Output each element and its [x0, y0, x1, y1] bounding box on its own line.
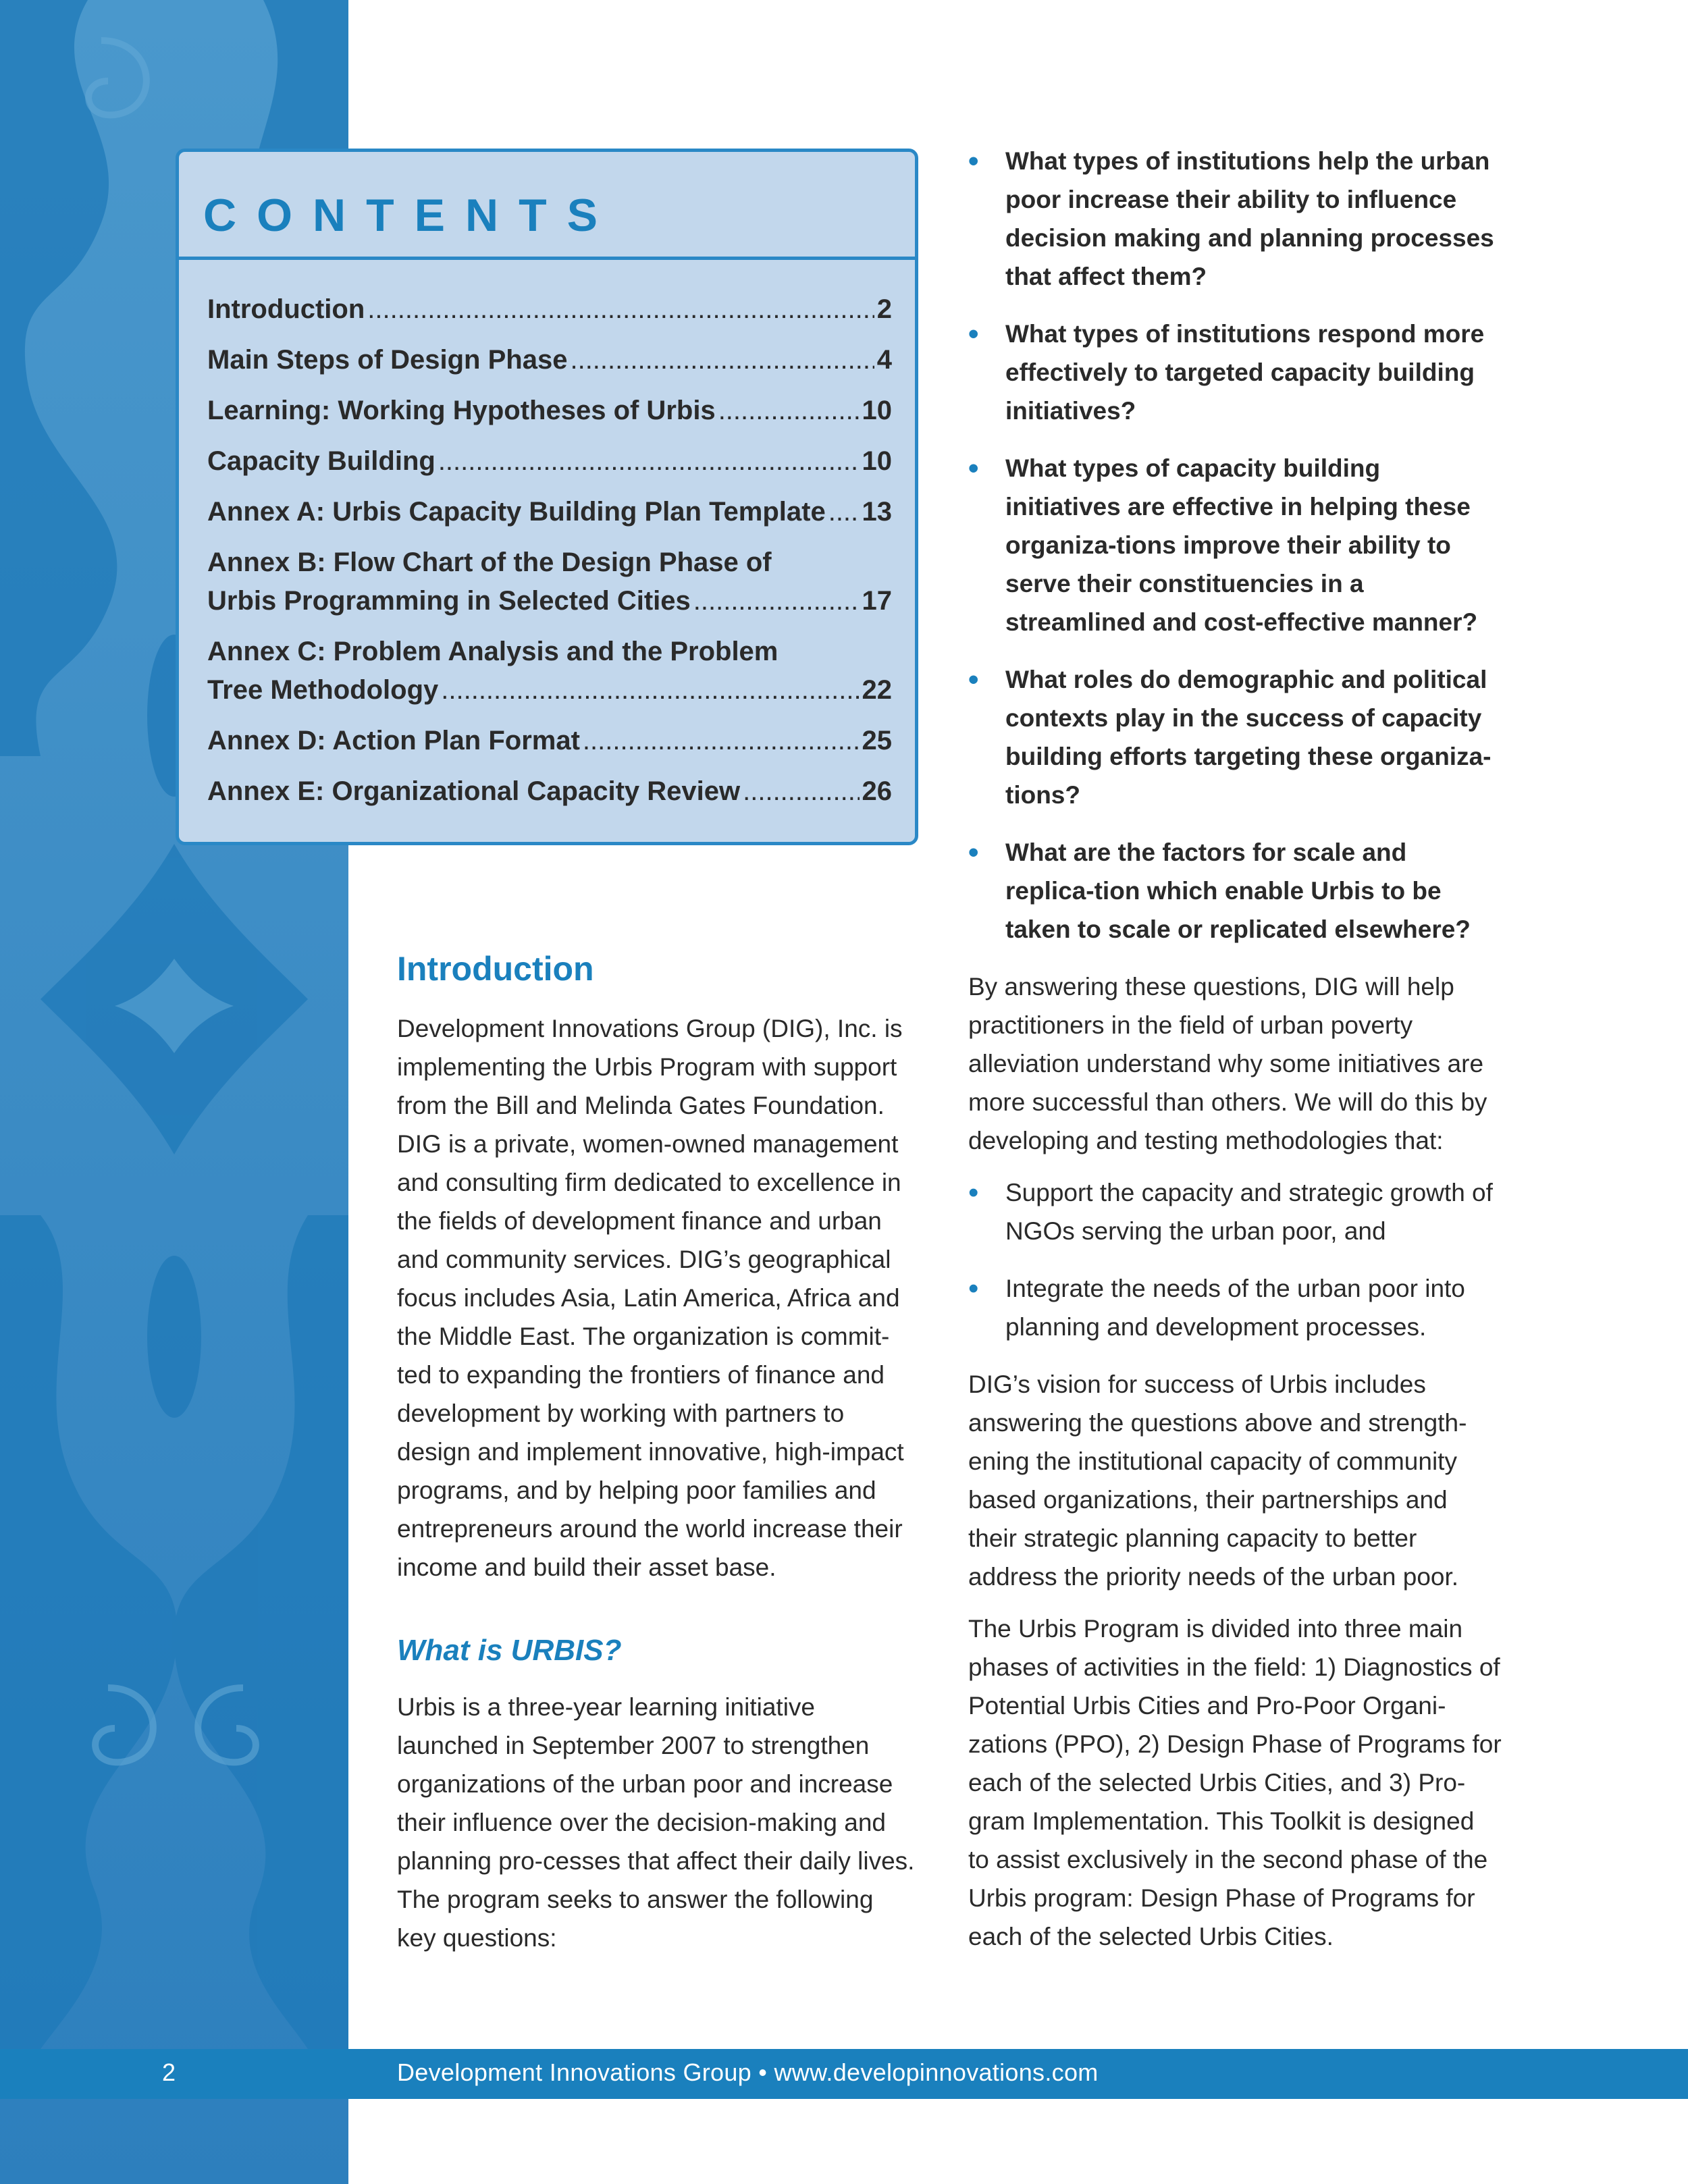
footer-text: Development Innovations Group • www.developinnovations.com: [397, 2058, 1099, 2086]
toc-entry-annex-b[interactable]: [207, 543, 892, 620]
methodology-list: [968, 1173, 1502, 1346]
toc-entry-label: Capacity Building: [207, 446, 436, 476]
toc-entry-page: 2: [876, 294, 892, 324]
toc-entry-page: 4: [876, 345, 892, 375]
toc-entry-annex-d[interactable]: [207, 722, 892, 760]
toc-entry-page: 26: [862, 776, 892, 806]
toc-entry-page: 22: [862, 675, 892, 705]
page-number: 2: [162, 2058, 176, 2086]
list-item: • What roles do demographic and political contexts play in the success of capacity building efforts targeting these organiza-tions?: [968, 660, 1502, 814]
phases-paragraph: The Urbis Program is divided into three main phases of activities in the field: 1) Diagnostics of Potential Urbis Cities and Pro-Poor Organi-zations (PPO), 2) Design Phase of Programs for each of the selected Urbis Cities, and 3) Pro-gram Implementation. This Toolkit is designed to assist exclusively in the second phase of the Urbis program: Design Phase of Programs for each of the selected Urbis Cities.: [968, 1615, 1502, 1950]
list-item: • Support the capacity and strategic growth of NGOs serving the urban poor, and: [968, 1173, 1502, 1250]
bullet-icon: •: [968, 1272, 979, 1305]
toc-entry-label: Main Steps of Design Phase: [207, 345, 568, 375]
toc-entry-label: Introduction: [207, 294, 365, 324]
toc-entry-label: Annex D: Action Plan Format: [207, 726, 580, 755]
contents-title: CONTENTS: [203, 190, 618, 241]
bullet-icon: •: [968, 452, 979, 485]
bullet-icon: •: [968, 836, 979, 869]
list-item: • What types of institutions help the urban poor increase their ability to influence decision making and planning processes that affect them?: [968, 142, 1502, 296]
vision-paragraph: DIG’s vision for success of Urbis includes answering the questions above and strength-ening the institutional capacity of community based organizations, their partnerships and their strategic planning capacity to better address the priority needs of the urban poor.: [968, 1370, 1467, 1591]
toc-entry-label: Tree Methodology: [207, 675, 439, 705]
footer-bar: [0, 2049, 1688, 2099]
toc-entry-page: 17: [862, 586, 892, 616]
toc-entry-label-line1: Annex C: Problem Analysis and the Problem: [207, 637, 779, 666]
toc-entry-annex-c[interactable]: [207, 633, 892, 710]
toc-entry-annex-a[interactable]: [207, 493, 892, 531]
toc-entry-page: 10: [862, 446, 892, 476]
list-item: • What are the factors for scale and replica-tion which enable Urbis to be taken to scale or replicated elsewhere?: [968, 833, 1502, 949]
toc-entry-label-line1: Annex B: Flow Chart of the Design Phase of: [207, 548, 772, 577]
left-column: [397, 942, 917, 1957]
right-column: [968, 142, 1502, 1956]
bullet-icon: •: [968, 317, 979, 350]
introduction-paragraph: Development Innovations Group (DIG), Inc. is implementing the Urbis Program with support from the Bill and Melinda Gates Foundation. DIG is a private, women-owned management and consulting firm dedicated to excellence in the fields of development finance and urban and community services. DIG’s geographical focus includes Asia, Latin America, Africa and the Middle East. The organization is commit-ted to expanding the frontiers of finance and development by working with partners to design and implement innovative, high-impact programs, and by helping poor families and entrepreneurs around the world increase their income and build their asset base.: [397, 1015, 904, 1581]
answering-paragraph: By answering these questions, DIG will help practitioners in the field of urban poverty alleviation understand why some initiatives are more successful than others. We will do this by developing and testing methodologies that:: [968, 973, 1487, 1154]
contents-box: [176, 149, 918, 845]
contents-divider: [179, 257, 915, 260]
bullet-icon: •: [968, 1176, 979, 1209]
toc-entry-label: Annex E: Organizational Capacity Review: [207, 776, 741, 806]
toc-entry-page: 10: [862, 396, 892, 425]
toc-entry-annex-e[interactable]: [207, 772, 892, 811]
toc-entry-page: 13: [862, 497, 892, 527]
toc-entry-main-steps[interactable]: [207, 341, 892, 379]
list-item: • What types of institutions respond more effectively to targeted capacity building initiatives?: [968, 315, 1502, 430]
bullet-icon: •: [968, 663, 979, 696]
toc-entry-label: Annex A: Urbis Capacity Building Plan Template: [207, 497, 826, 527]
urbis-paragraph: Urbis is a three-year learning initiative launched in September 2007 to strengthen organizations of the urban poor and increase their influence over the decision-making and planning pro-cesses that affect their daily lives. The program seeks to answer the following key questions:: [397, 1693, 915, 1952]
toc-entry-learning[interactable]: [207, 392, 892, 430]
contents-list: [207, 290, 892, 823]
what-is-urbis-heading: What is URBIS?: [397, 1634, 622, 1667]
introduction-heading: Introduction: [397, 950, 594, 988]
toc-entry-label: Urbis Programming in Selected Cities: [207, 586, 691, 616]
list-item: • Integrate the needs of the urban poor into planning and development processes.: [968, 1269, 1502, 1346]
toc-entry-page: 25: [862, 726, 892, 755]
toc-entry-capacity-building[interactable]: [207, 442, 892, 481]
key-questions-list: [968, 142, 1502, 949]
toc-entry-label: Learning: Working Hypotheses of Urbis: [207, 396, 716, 425]
toc-entry-introduction[interactable]: [207, 290, 892, 329]
list-item: • What types of capacity building initiatives are effective in helping these organiza-tions improve their ability to serve their constituencies in a streamlined and cost-effective manner?: [968, 449, 1502, 641]
bullet-icon: •: [968, 144, 979, 178]
